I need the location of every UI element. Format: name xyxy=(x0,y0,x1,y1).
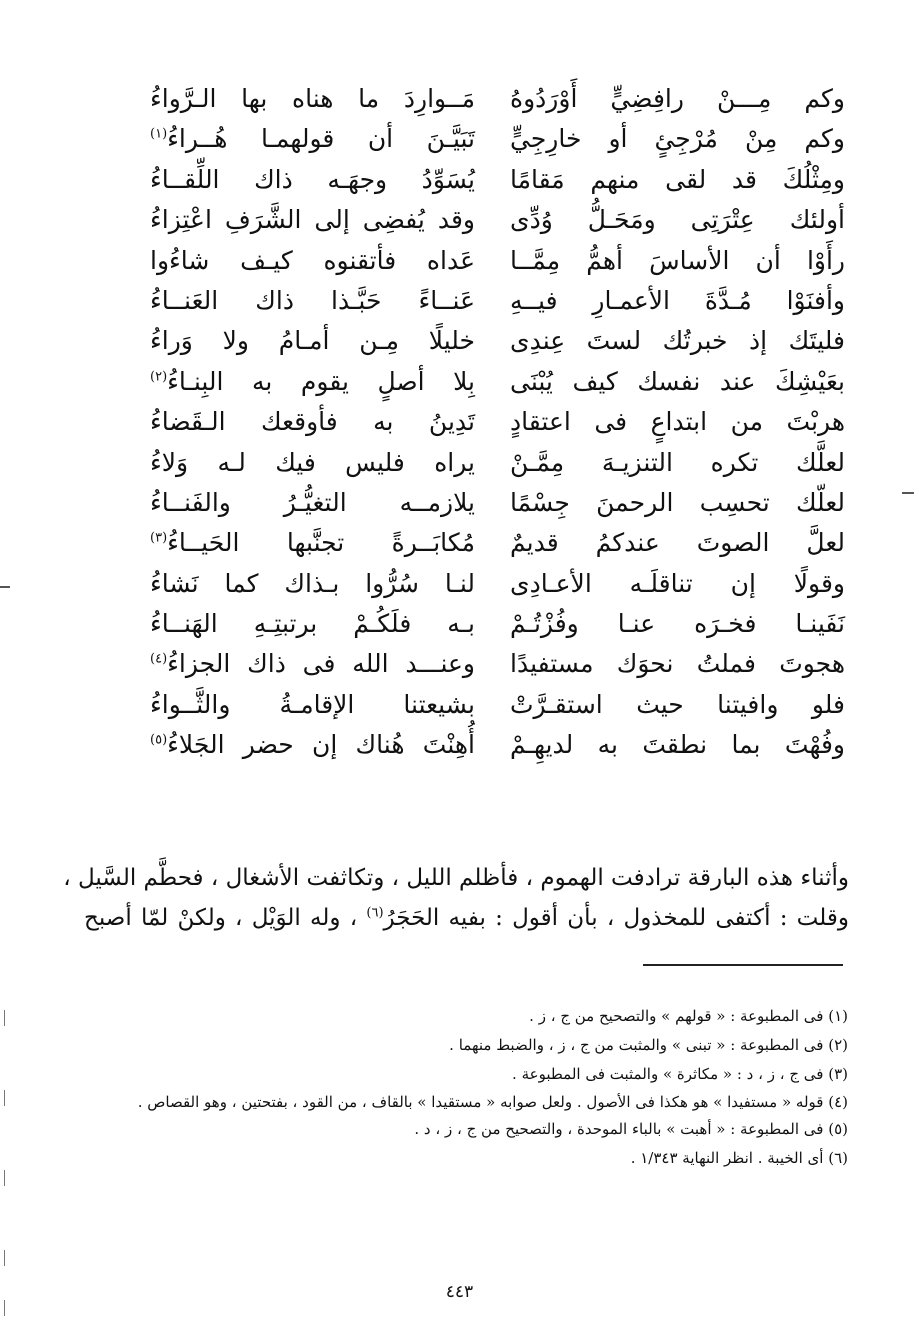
verse xyxy=(150,361,845,401)
hemistich-text: تَدِينُ به فأوقعك الـقَضاءُ xyxy=(150,407,475,437)
scan-edge-mark xyxy=(4,1090,5,1106)
scan-edge-mark xyxy=(4,1300,5,1316)
verse-first-hemistich: وكم مِـــنْ رافِضِيٍّ أَوْرَدُوهُ xyxy=(510,84,845,113)
hemistich-text: وعنـــد الله فى ذاك الجزاءُ xyxy=(167,649,475,679)
verse xyxy=(150,522,845,562)
verse-first-hemistich: وأفنَوْا مُـدَّةَ الأعمـارِ فيــهِ xyxy=(510,285,845,315)
verse-first-hemistich: بعَيْشِكَ عند نفسك كيف يُبْنَى xyxy=(510,366,845,396)
footnote-marker: (٥) xyxy=(150,732,168,748)
verse xyxy=(150,401,845,441)
hemistich-text: تَبَيَّـنَ أن قولهمـا هُــراءُ xyxy=(167,124,475,154)
verse-second-hemistich xyxy=(150,365,475,399)
verse-second-hemistich xyxy=(150,284,475,318)
verse-first-hemistich: نَفَينـا فخـرَه عنـا وفُزْتُـمْ xyxy=(510,609,845,639)
verse xyxy=(150,684,845,724)
verse-first-hemistich: وكم مِنْ مُرْجِئٍ أو خارِجِيٍّ xyxy=(510,124,845,154)
hemistich-text: لنـا سُرُّوا بـذاك كما نَشاءُ xyxy=(150,568,475,598)
verse-second-hemistich xyxy=(150,405,475,439)
scan-edge-mark xyxy=(4,1250,5,1266)
page-number: ٤٤٣ xyxy=(445,1282,474,1302)
verse xyxy=(150,482,845,522)
prose-line: وأثناء هذه البارقة ترادفت الهموم ، فأظلم الليل ، وتكاثفت الأشغال ، فحطَّم السَّيل ، xyxy=(63,865,849,891)
verse-first-hemistich: فلو وافيتنا حيث استقـرَّتْ xyxy=(510,689,845,719)
footnote-marker: (٢) xyxy=(150,369,168,385)
footnote: (٦) أى الخيبة . انظر النهاية ١/٣٤٣ . xyxy=(630,1149,848,1167)
verse-second-hemistich xyxy=(150,203,475,237)
hemistich-text: أُهِنْتَ هُناك إن حضر الجَلاءُ xyxy=(167,730,475,760)
hemistich-text: مَــوارِدَ ما هناه بها الـرَّواءُ xyxy=(150,84,475,113)
verse-second-hemistich xyxy=(150,728,475,762)
footnote: (٥) فى المطبوعة : « أهبت » بالباء الموحدة ، والتصحيح من ج ، ز ، د . xyxy=(414,1120,848,1138)
verse-first-hemistich: لعلَّ الصوتَ عندكمُ قديمٌ xyxy=(510,528,845,558)
hemistich-text: عَنــاءً حَبَّـذا ذاك العَنــاءُ xyxy=(150,285,475,315)
verse xyxy=(150,240,845,280)
margin-mark xyxy=(0,586,10,588)
hemistich-text: بـه فلَكُـمْ برتبتِـهِ الهَنــاءُ xyxy=(150,609,475,639)
hemistich-text: عَداه فأتقنوه كيـف شاءُوا xyxy=(150,245,475,275)
verse xyxy=(150,724,845,764)
verse-second-hemistich xyxy=(150,688,475,722)
verse-second-hemistich xyxy=(150,82,475,116)
verse xyxy=(150,643,845,683)
verse xyxy=(150,159,845,199)
verse xyxy=(150,442,845,482)
hemistich-text: يُسَوِّدُ وجهَـه ذاك اللِّقــاءُ xyxy=(150,164,475,194)
footnote: (١) فى المطبوعة : « قولهم » والتصحيح من ج ، ز . xyxy=(529,1007,848,1025)
hemistich-text: يلازمــه التغيُّـرُ والفَنــاءُ xyxy=(150,487,475,517)
verse-first-hemistich: هربْتَ من ابتداعٍ فى اعتقادٍ xyxy=(510,407,845,437)
footnote: (٤) قوله « مستفيدا » هو هكذا فى الأصول . ولعل صوابه « مستقيدا » بالقاف ، من القود ، بفتحتين ، وهو القصاص . xyxy=(137,1093,848,1111)
verse-first-hemistich: ومِثْلُكَ قد لقى منهم مَقامًا xyxy=(510,164,845,194)
verse xyxy=(150,199,845,239)
verse-first-hemistich: وفُهْتَ بما نطقتَ به لديهِـمْ xyxy=(510,730,845,760)
verse xyxy=(150,320,845,360)
verse xyxy=(150,118,845,158)
footnotes xyxy=(120,1002,848,1173)
prose-line xyxy=(84,898,849,938)
margin-mark xyxy=(902,492,914,494)
verse-first-hemistich: فليتَك إذ خبرتُك لستَ عِندِى xyxy=(510,326,845,356)
verse-second-hemistich xyxy=(150,526,475,560)
prose-text: ، وله الوَيْل ، ولكنْ لمّا أصبح xyxy=(84,905,367,931)
verse xyxy=(150,280,845,320)
verse xyxy=(150,563,845,603)
verse-second-hemistich xyxy=(150,446,475,480)
prose-text: وقلت : أكتفى للمخذول ، بأن أقول : بفيه الحَجَرُ xyxy=(383,905,849,931)
footnote: (٣) فى ج ، ز ، د : « مكاثرة » والمثبت فى المطبوعة . xyxy=(512,1065,848,1083)
verse-second-hemistich xyxy=(150,244,475,278)
verse-second-hemistich xyxy=(150,163,475,197)
verse-second-hemistich xyxy=(150,647,475,681)
hemistich-text: بشيعتنا الإقامـةُ والثَّــواءُ xyxy=(150,689,475,719)
scan-edge-mark xyxy=(4,1170,5,1186)
footnote-separator xyxy=(643,964,843,966)
poem xyxy=(150,78,845,765)
prose-paragraph xyxy=(63,858,849,938)
footnote-marker: (٣) xyxy=(150,530,168,546)
verse-second-hemistich xyxy=(150,122,475,156)
footnote-marker: (١) xyxy=(150,127,168,143)
verse-second-hemistich xyxy=(150,607,475,641)
footnote-marker: (٦) xyxy=(366,905,384,921)
verse-first-hemistich: لعلّك تحسِب الرحمنَ جِسْمًا xyxy=(510,487,845,517)
hemistich-text: وقد يُفضِى إلى الشَّرَفِ اعْتِزاءُ xyxy=(150,205,475,235)
hemistich-text: خليلًا مِـن أمـامُ ولا وَراءُ xyxy=(150,326,475,356)
verse xyxy=(150,78,845,118)
hemistich-text: مُكابَــرةً تجنَّبها الحَيــاءُ xyxy=(167,528,475,558)
verse-second-hemistich xyxy=(150,567,475,601)
verse-second-hemistich xyxy=(150,486,475,520)
scan-edge-mark xyxy=(4,1010,5,1026)
hemistich-text: يراه فليس فيك لـه وَلاءُ xyxy=(150,447,475,477)
hemistich-text: بِلا أصلٍ يقوم به البِنـاءُ xyxy=(167,366,475,396)
verse xyxy=(150,603,845,643)
verse-second-hemistich xyxy=(150,324,475,358)
verse-first-hemistich: رأَوْا أن الأساسَ أهمُّ مِمَّــا xyxy=(510,245,845,275)
footnote-marker: (٤) xyxy=(150,652,168,668)
verse-first-hemistich: هجوتَ فملتُ نحوَك مستفيدًا xyxy=(510,649,845,679)
verse-first-hemistich: لعلَّك تكره التنزيـهَ مِمَّـنْ xyxy=(510,447,845,477)
verse-first-hemistich: وقولًا إن تناقلَـه الأعـادِى xyxy=(510,568,845,598)
verse-first-hemistich: أولئك عِتْرَتِى ومَحَـلُّ وُدِّى xyxy=(510,205,845,235)
footnote: (٢) فى المطبوعة : « تبنى » والمثبت من ج ، ز ، والضبط منهما . xyxy=(449,1036,848,1054)
